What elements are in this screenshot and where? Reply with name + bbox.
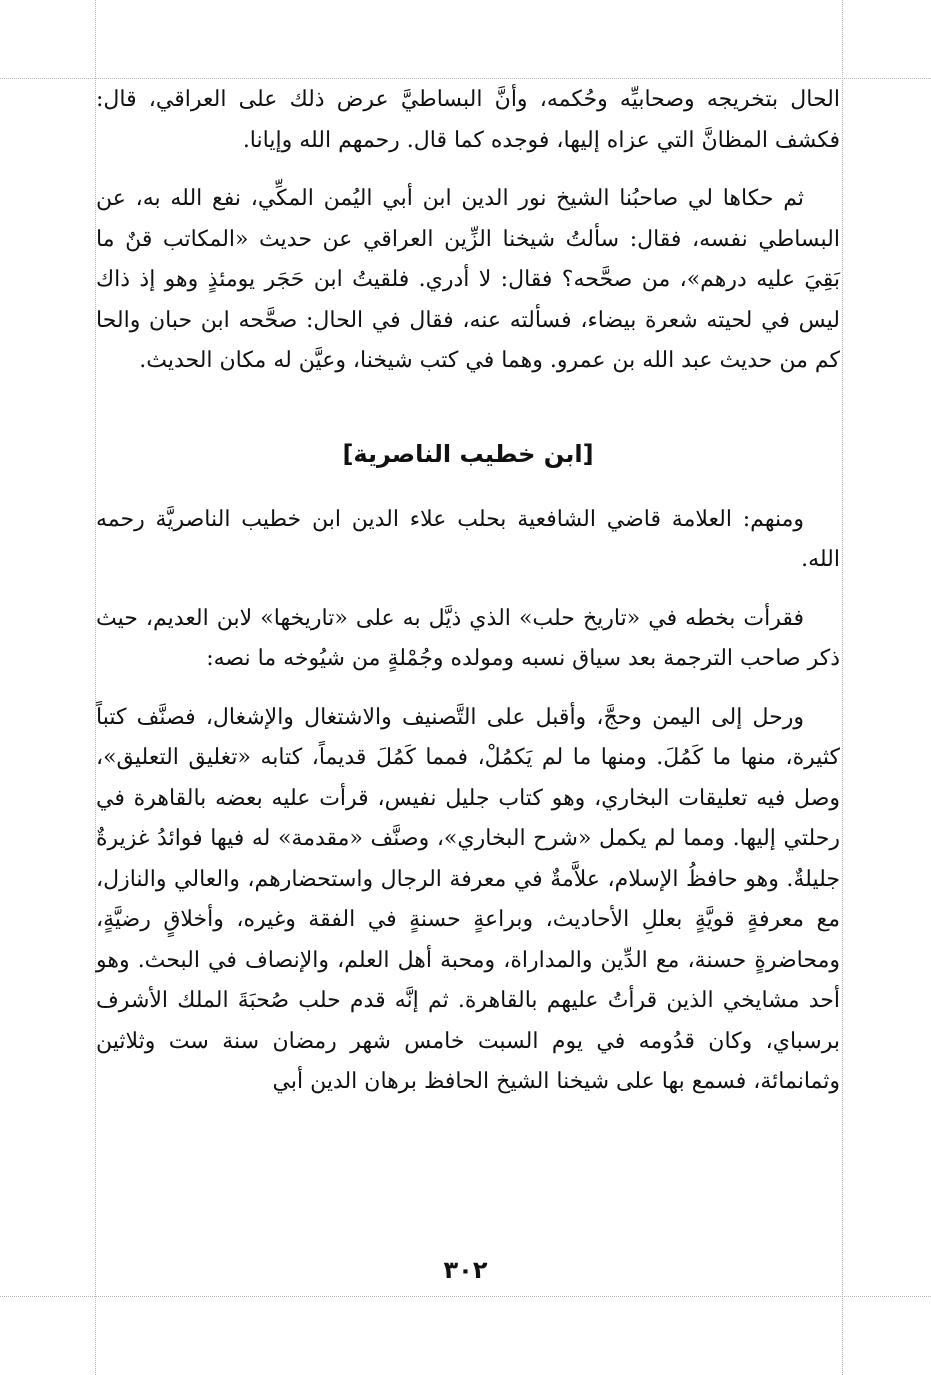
paragraph-continued: الحال بتخريجه وصحابيِّه وحُكمه، وأنَّ البساطيَّ عرض ذلك على العراقي، قال: فكشف المظانَّ التي عزاه إليها، فوجده كما قال. رحمهم الله وإيانا. xyxy=(96,87,840,153)
bottom-margin-guide xyxy=(0,1296,931,1297)
page-body xyxy=(96,80,840,1121)
right-margin-guide xyxy=(842,0,843,1375)
paragraph-albasati-story: ثم حكاها لي صاحبُنا الشيخ نور الدين ابن أبي اليُمن المكِّي، نفع الله به، عن البساطي نفسه، فقال: سألتُ شيخنا الزِّين العراقي عن حديث «المكاتب قنٌ ما بَقِيَ عليه درهم»، من صحَّحه؟ فقال: لا أدري. فلقيتُ ابن حَجَر يومئذٍ وهو إذ ذاك ليس في لحيته شعرة بيضاء، فسألته عنه، فقال في الحال: صحَّحه ابن حبان والحا كم من حديث عبد الله بن عمرو. وهما في كتب شيخنا، وعيَّن له مكان الحديث. xyxy=(96,186,840,373)
paragraph-source: فقرأت بخطه في «تاريخ حلب» الذي ذيَّل به على «تاريخها» لابن العديم، حيث ذكر صاحب الترجمة بعد سياق نسبه ومولده وجُمْلةٍ من شيُوخه ما نصه: xyxy=(96,605,840,671)
section-heading: [ابن خطيب الناصرية] xyxy=(342,439,594,468)
page-number: ٣٠٢ xyxy=(443,1256,488,1284)
paragraph-intro: ومنهم: العلامة قاضي الشافعية بحلب علاء الدين ابن خطيب الناصريَّة رحمه الله. xyxy=(96,506,840,572)
paragraph-quote: ورحل إلى اليمن وحجَّ، وأقبل على التَّصنيف والاشتغال والإشغال، فصنَّف كتباً كثيرة، منها ما كَمُلَ. ومنها ما لم يَكمُلْ، فمما كَمُلَ قديماً، كتابه «تغليق التعليق»، وصل فيه تعليقات البخاري، وهو كتاب جليل نفيس، قرأت عليه بعضه بالقاهرة في رحلتي إليها. ومما لم يكمل «شرح البخاري»، وصنَّف «مقدمة» له فيها فوائدُ غزيرةٌ جليلةٌ. وهو حافظُ الإسلام، علاَّمةٌ في معرفة الرجال واستحضارهم، والعالي والنازل، مع معرفةٍ قويَّةٍ بعللِ الأحاديث، وبراعةٍ حسنةٍ في الفقة وغيره، وأخلاقٍ رضيَّةٍ، ومحاضرةٍ حسنة، مع الدِّين والمداراة، ومحبة أهل العلم، والإنصاف في البحث. وهو أحد مشايخي الذين قرأتُ عليهم بالقاهرة. ثم إنَّه قدم حلب صُحبَةَ الملك الأشرف برسباي، وكان قدُومه في يوم السبت خامس شهر رمضان سنة ست وثلاثين وثمانمائة، فسمع بها على شيخنا الشيخ الحافظ برهان الدين أبي xyxy=(96,704,840,1094)
top-margin-guide xyxy=(0,78,931,79)
